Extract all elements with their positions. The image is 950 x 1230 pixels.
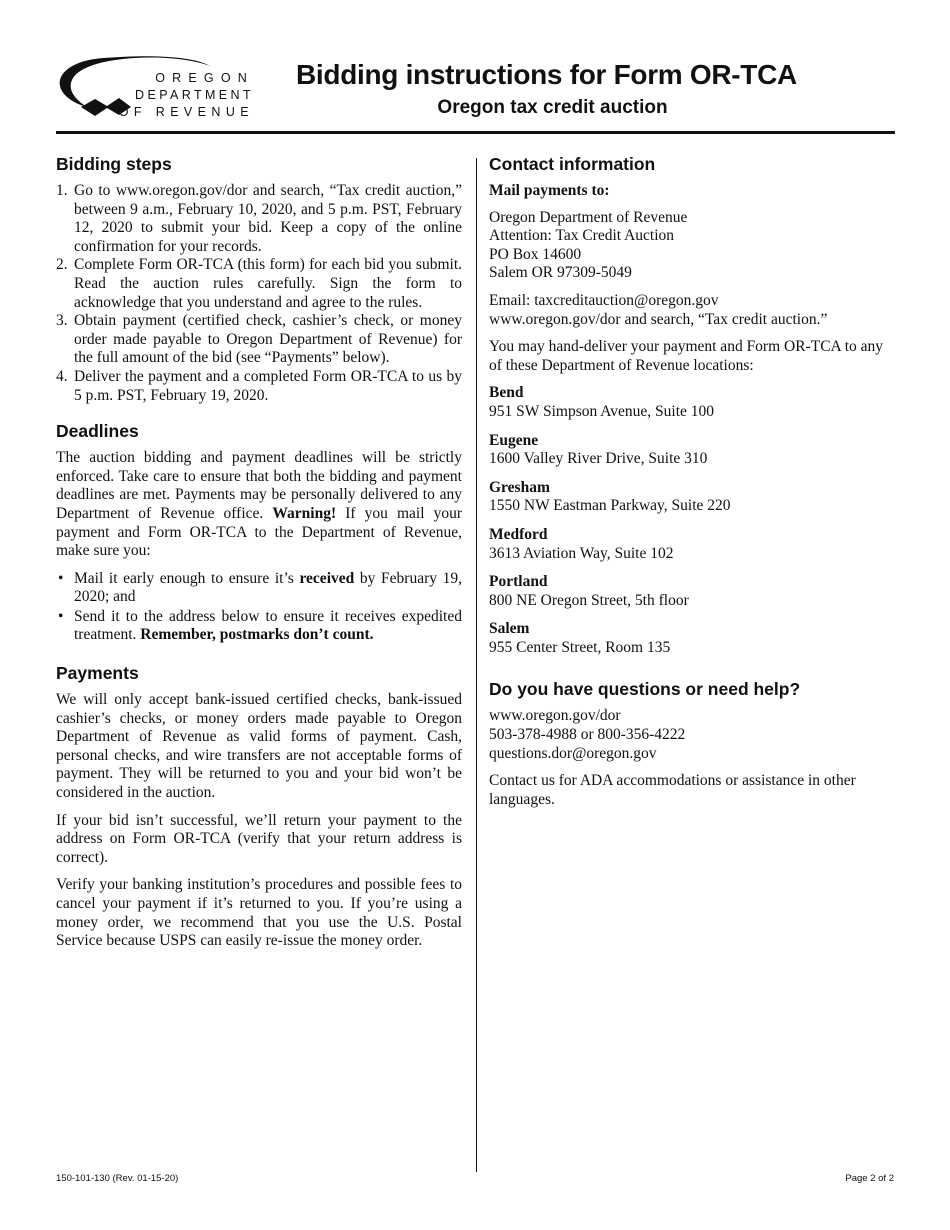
page-header [0,0,950,140]
page-title: Bidding instructions for Form OR-TCA [296,59,797,90]
bullet-emphasis: received [299,569,355,587]
list-item [56,368,462,405]
step-number: 3. [56,312,68,330]
ada-note: Contact us for ADA accommodations or assistance in other languages. [489,772,856,808]
right-column [489,153,897,818]
header-divider [56,131,895,134]
address-line: PO Box 14600 [489,245,582,263]
help-phone: 503-378-4988 or 800-356-4222 [489,726,686,744]
location-name: Gresham [489,478,550,496]
location-name: Bend [489,384,524,402]
warning-label: Warning! [272,504,337,522]
address-line: Oregon Department of Revenue [489,208,688,226]
bullet-icon: • [58,569,64,587]
location-name: Portland [489,573,548,591]
hand-deliver-note: You may hand-deliver your payment and Form OR-TCA to any of these Department of Revenue locations: [489,338,884,374]
bullet-text: by February 19, 2020; and [74,569,462,606]
location-item [489,479,897,516]
help-contacts [489,707,897,763]
list-item [56,608,462,645]
location-address: 951 SW Simpson Avenue, Suite 100 [489,402,715,420]
logo-wordmark [119,70,254,121]
logo-line-1: OREGON [155,71,254,85]
mailing-address [489,209,897,283]
step-text: Go to www.oregon.gov/dor and search, “Tax credit auction,” between 9 a.m., February 10, 2020, and 5 p.m. PST, February 12, 2020 to submit your bid. Keep a copy of the online confirmation for your records. [74,182,462,255]
location-name: Eugene [489,431,539,449]
help-section [489,678,897,809]
step-text: Deliver the payment and a completed Form OR-TCA to us by 5 p.m. PST, February 19, 2020. [74,367,462,404]
deadlines-paragraph [56,449,462,561]
location-item [489,526,897,563]
deadlines-text-cont: If you mail your payment and Form OR-TCA to the Department of Revenue, make sure you: [56,504,463,560]
page-subtitle: Oregon tax credit auction [437,97,668,118]
bullet-emphasis: Remember, postmarks don’t count. [140,626,374,644]
location-item [489,620,897,657]
mail-label: Mail payments to: [489,182,610,199]
list-item [56,256,462,312]
bullet-icon: • [58,607,64,625]
location-address: 1600 Valley River Drive, Suite 310 [489,450,708,468]
column-divider [476,158,477,1172]
deadlines-section [56,420,462,645]
location-item [489,432,897,469]
location-address: 3613 Aviation Way, Suite 102 [489,544,674,562]
deadlines-text: The auction bidding and payment deadlines will be strictly enforced. Take care to ensure that both the bidding and payment deadlines are met. Payments may be personally delivered to any Department of Revenue office. [56,449,462,522]
location-address: 955 Center Street, Room 135 [489,638,671,656]
payments-section [56,662,462,951]
form-number: 150-101-130 (Rev. 01-15-20) [56,1173,179,1184]
contact-website[interactable]: www.oregon.gov/dor and search, “Tax credit auction.” [489,310,828,328]
step-number: 4. [56,367,68,385]
oregon-dor-logo [55,52,260,127]
location-name: Medford [489,525,548,543]
logo-line-2: DEPARTMENT [135,88,254,102]
deadlines-heading: Deadlines [56,421,139,442]
contact-email[interactable]: Email: taxcreditauction@oregon.gov [489,291,719,309]
location-item [489,573,897,610]
help-website[interactable]: www.oregon.gov/dor [489,707,621,725]
bullet-text: Mail it early enough to ensure it’s [74,569,294,587]
page-number: Page 2 of 2 [845,1173,894,1184]
payments-paragraph: If your bid isn’t successful, we’ll return your payment to the address on Form OR-TCA (verify that your return address is correct). [56,811,462,866]
step-number: 1. [56,182,68,199]
address-line: Salem OR 97309-5049 [489,264,632,282]
payments-heading: Payments [56,663,139,684]
list-item [56,182,462,256]
payments-paragraph: We will only accept bank-issued certified checks, bank-issued cashier’s checks, or money orders made payable to Oregon Department of Revenue as valid forms of payment. Cash, personal checks, and wire transfers are not acceptable forms of payment. They will be returned to you and your bid won’t be considered in the auction. [56,691,462,802]
contact-online [489,292,897,329]
bullet-text: Send it to the address below to ensure it receives expedited treatment. [74,607,462,644]
step-text: Obtain payment (certified check, cashier’s check, or money order made payable to Oregon Department of Revenue) for the full amount of the bid (see “Payments” below). [74,312,462,367]
bidding-steps-section [56,153,462,405]
bidding-steps-list [56,182,462,405]
contact-section [489,153,897,657]
step-text: Complete Form OR-TCA (this form) for each bid you submit. Read the auction rules carefully. Sign the form to acknowledge that you understand and agree to the rules. [74,256,462,311]
bidding-steps-heading: Bidding steps [56,154,172,174]
left-column [56,153,462,960]
deadlines-bullets [56,570,462,645]
location-item [489,384,897,421]
location-address: 800 NE Oregon Street, 5th floor [489,591,689,609]
contact-heading: Contact information [489,154,656,174]
step-number: 2. [56,256,68,274]
location-name: Salem [489,620,530,638]
help-heading: Do you have questions or need help? [489,679,801,700]
list-item [56,570,462,607]
section-spacer [489,667,897,678]
list-item [56,312,462,368]
address-line: Attention: Tax Credit Auction [489,227,675,245]
logo-line-3: OF REVENUE [118,105,254,119]
help-email[interactable]: questions.dor@oregon.gov [489,744,657,762]
payments-paragraph: Verify your banking institution’s procedures and possible fees to cancel your payment if it’s returned to you. If you’re using a money order, we recommend that you use the U.S. Postal Service because USPS can easily re-issue the money order. [56,876,462,950]
location-address: 1550 NW Eastman Parkway, Suite 220 [489,497,731,515]
